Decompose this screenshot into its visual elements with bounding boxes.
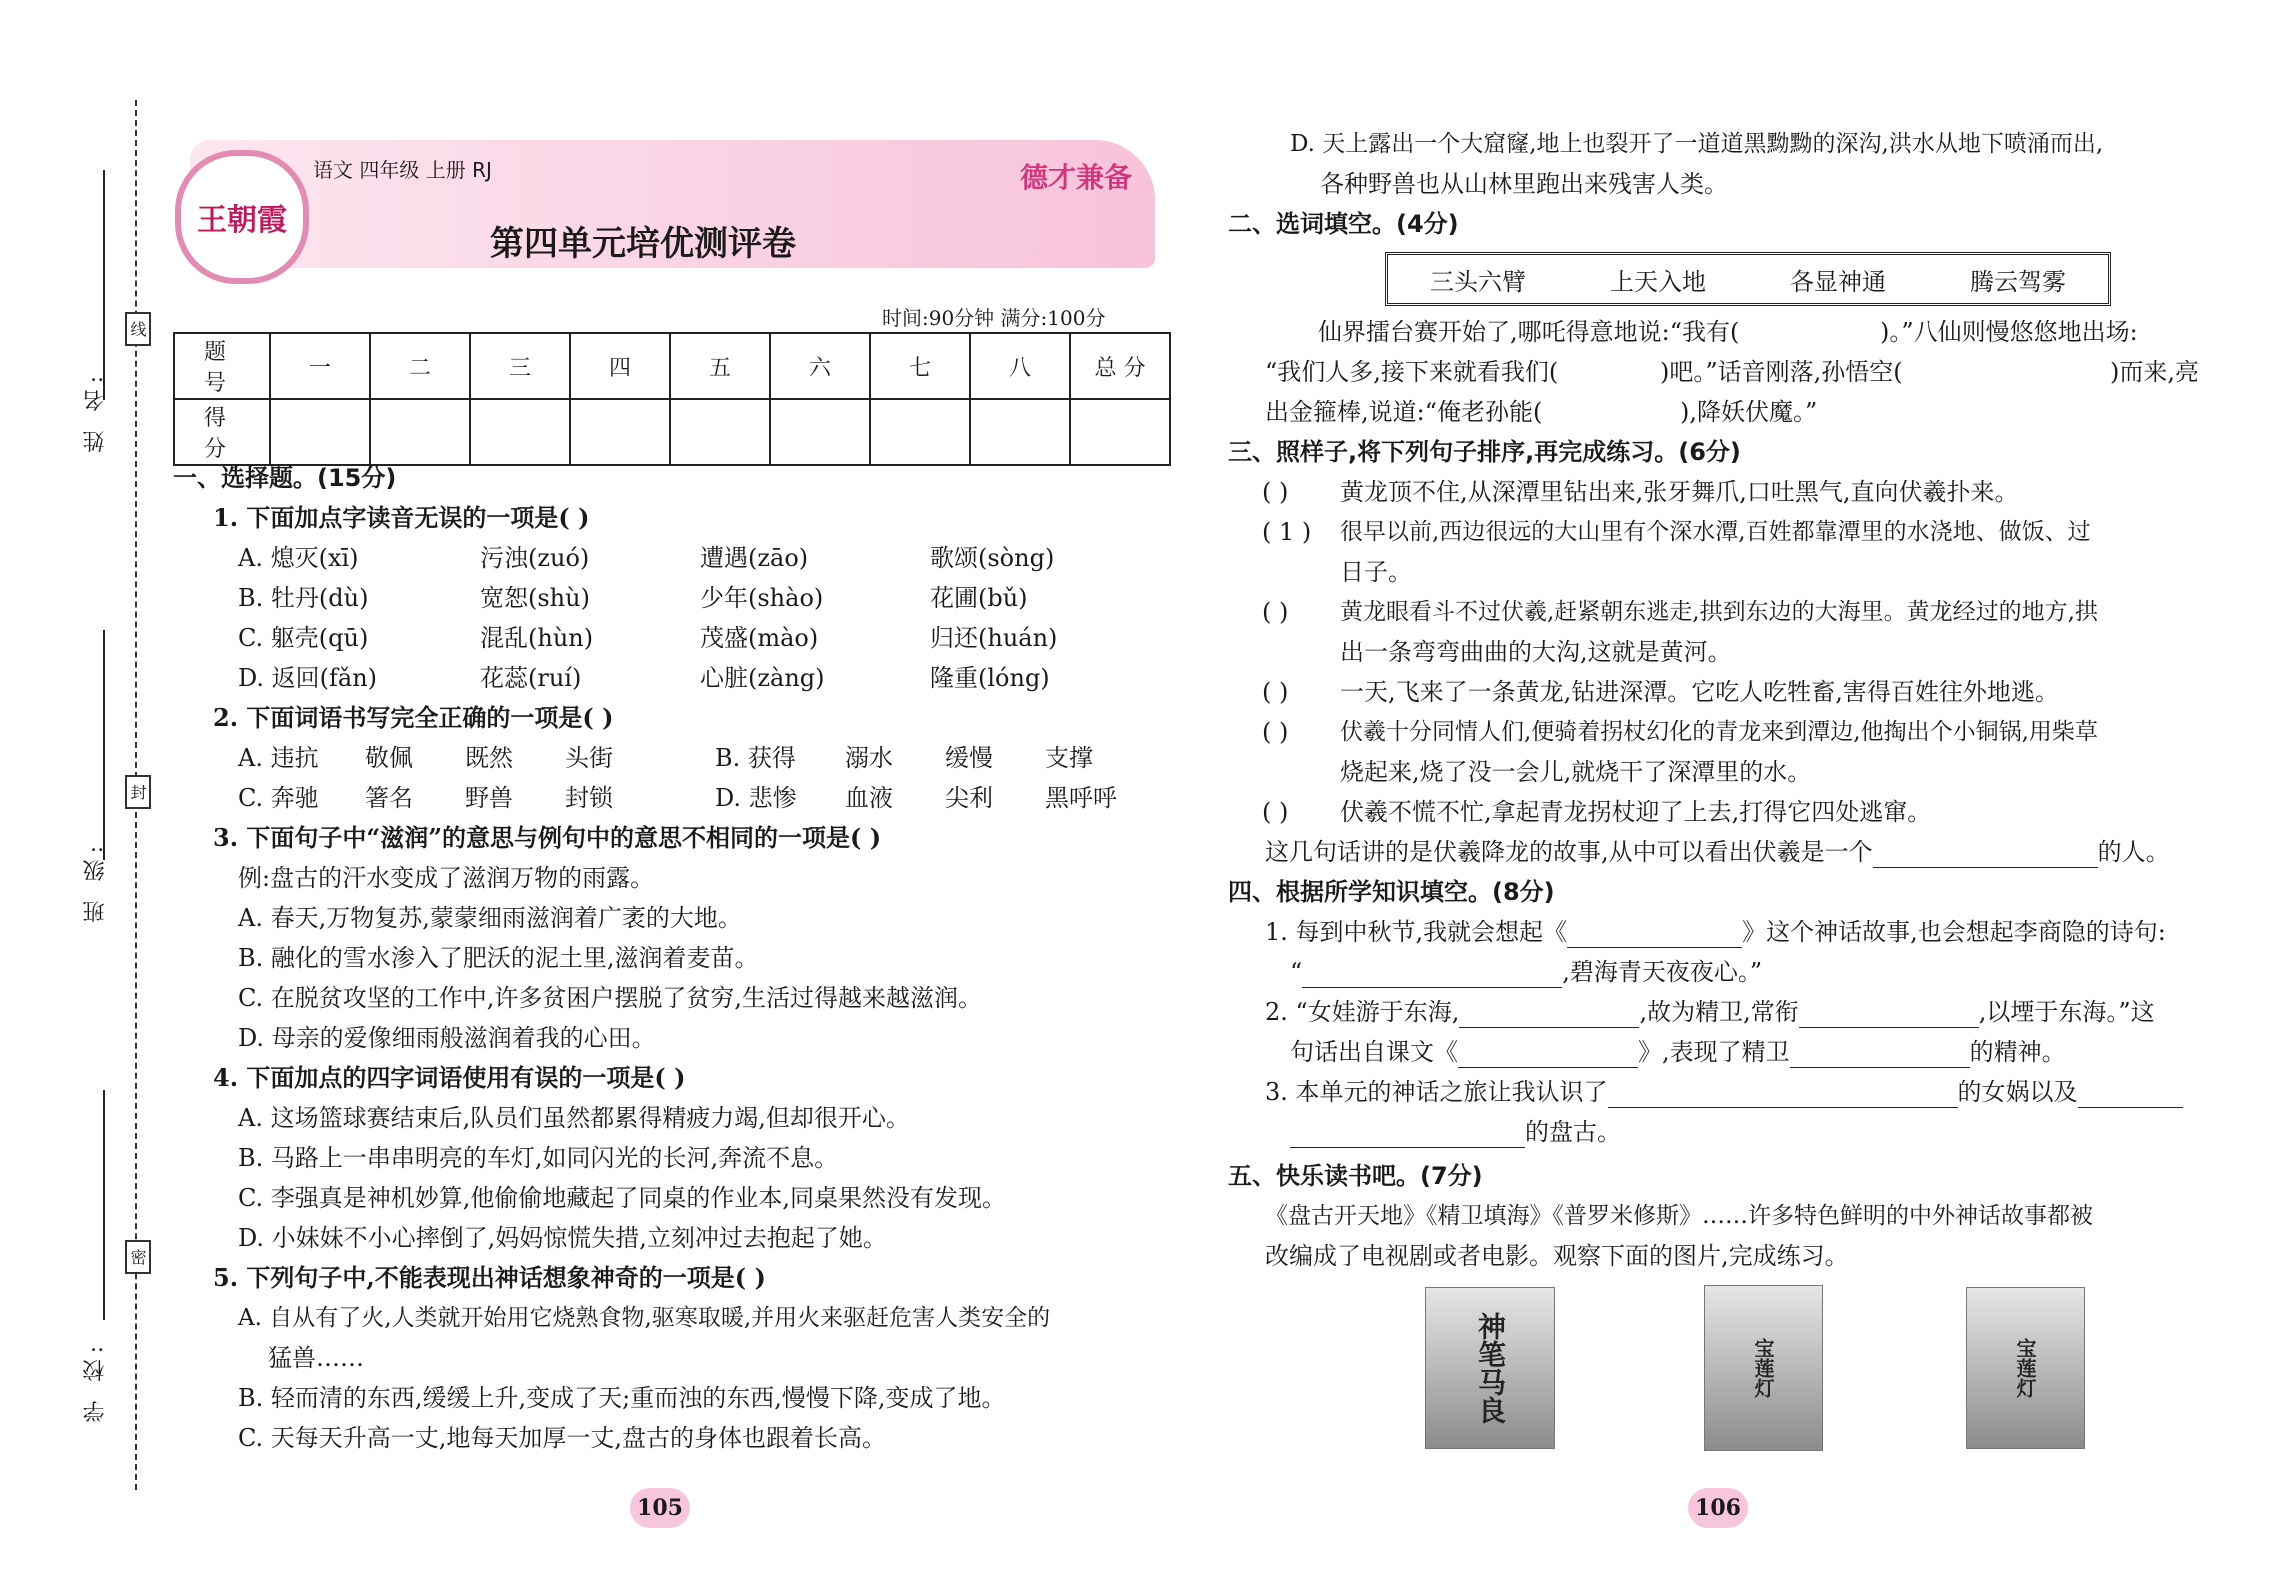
order-sentence-cont: 烧起来,烧了没一会儿,就烧干了深潭里的水。 — [1340, 758, 1812, 786]
seal-box-seal: 封 — [125, 775, 151, 809]
section-4-title: 四、根据所学知识填空。(8分) — [1228, 878, 1555, 906]
q1-option: 少年(shào) — [700, 584, 824, 612]
question-5: 5. 下列句子中,不能表现出神话想象神奇的一项是( ) — [213, 1263, 766, 1292]
fill-text: ,以堙于东海。”这 — [1978, 998, 2155, 1026]
movie-poster: 宝莲灯 — [1966, 1287, 2085, 1449]
score-cell[interactable] — [270, 399, 370, 465]
seal-box-secret: 密 — [125, 1240, 151, 1274]
q2-word: 缓慢 — [945, 744, 993, 772]
q4-option: B. 马路上一串串明亮的车灯,如同闪光的长河,奔流不息。 — [238, 1144, 839, 1172]
q1-option: 宽恕(shù) — [480, 584, 590, 612]
q1-option: C. 躯壳(qū) — [238, 624, 369, 652]
fill-paragraph-line: )吧。”话音刚落,孙悟空( — [1660, 358, 1903, 386]
section-1-title: 一、选择题。(15分) — [173, 464, 397, 492]
q2-word: A. 违抗 — [238, 744, 319, 772]
order-sentence: 伏羲十分同情人们,便骑着拐杖幻化的青龙来到潭边,他掏出个小铜锅,用柴草 — [1340, 719, 2098, 745]
reading-paragraph: 《盘古开天地》《精卫填海》《普罗米修斯》……许多特色鲜明的中外神话故事都被 — [1265, 1203, 2093, 1229]
order-conclusion — [1265, 836, 2170, 868]
fill-question-1-cont — [1290, 956, 1762, 988]
fill-text: 的女娲以及 — [1957, 1078, 2078, 1106]
score-cell[interactable] — [770, 399, 870, 465]
movie-poster: 神笔马良 — [1425, 1287, 1555, 1449]
word-bank-item: 腾云驾雾 — [1970, 267, 2066, 296]
order-paren: ( ) — [1262, 598, 1289, 626]
q1-option: 歌颂(sòng) — [930, 544, 1055, 572]
score-cell[interactable] — [370, 399, 470, 465]
series-label: 语文 四年级 上册 RJ — [313, 158, 492, 182]
fill-text: 句话出自课文《 — [1290, 1038, 1458, 1066]
fill-paragraph-line: 出金箍棒,说道:“俺老孙能( — [1265, 398, 1543, 426]
q2-word: 尖利 — [945, 784, 993, 812]
q1-option: A. 熄灭(xī) — [238, 544, 359, 572]
answer-blank[interactable] — [1873, 843, 2098, 868]
fill-text: 》,表现了精卫 — [1638, 1038, 1790, 1066]
score-value-row — [174, 399, 1170, 465]
q3-option: A. 春天,万物复苏,蒙蒙细雨滋润着广袤的大地。 — [238, 904, 742, 932]
fill-paragraph-line: ),降妖伏魔。” — [1680, 398, 1818, 426]
name-underline — [103, 170, 105, 400]
fill-paragraph-line: )。”八仙则慢悠悠地出场: — [1880, 318, 2138, 346]
conclusion-text-end: 的人。 — [2097, 838, 2170, 866]
q5-option-d-cont: 各种野兽也从山林里跑出来残害人类。 — [1320, 170, 1728, 198]
score-header-cell: 二 — [370, 333, 470, 399]
section-2-title: 二、选词填空。(4分) — [1228, 210, 1459, 238]
q5-option-b: B. 轻而清的东西,缓缓上升,变成了天;重而浊的东西,慢慢下降,变成了地。 — [238, 1384, 1006, 1412]
answer-blank[interactable] — [1799, 1003, 1979, 1028]
q2-word: 黑呼呼 — [1045, 784, 1117, 812]
q1-option: 归还(huán) — [930, 624, 1058, 652]
score-cell[interactable] — [870, 399, 970, 465]
q2-word: 支撑 — [1045, 744, 1093, 772]
order-paren: ( ) — [1262, 478, 1289, 506]
fill-paragraph-line: 仙界擂台赛开始了,哪吒得意地说:“我有( — [1318, 318, 1740, 346]
score-header-cell: 一 — [270, 333, 370, 399]
score-cell[interactable] — [570, 399, 670, 465]
score-header-cell: 八 — [970, 333, 1070, 399]
score-header-cell: 四 — [570, 333, 670, 399]
q1-option: 花蕊(ruí) — [480, 664, 582, 692]
score-header-row — [174, 333, 1170, 399]
q5-option-d: D. 天上露出一个大窟窿,地上也裂开了一道道黑黝黝的深沟,洪水从地下喷涌而出, — [1290, 131, 2104, 157]
conclusion-text: 这几句话讲的是伏羲降龙的故事,从中可以看出伏羲是一个 — [1265, 838, 1873, 866]
q2-word: B. 获得 — [715, 744, 796, 772]
answer-blank[interactable] — [1459, 1003, 1639, 1028]
q1-option: 心脏(zàng) — [700, 664, 825, 692]
fill-text: 的盘古。 — [1525, 1118, 1621, 1146]
page-number-right: 106 — [1688, 1488, 1748, 1528]
movie-poster: 宝莲灯 — [1704, 1285, 1823, 1451]
q1-option: 混乱(hùn) — [480, 624, 594, 652]
order-paren: ( 1 ) — [1262, 518, 1312, 546]
section-5-title: 五、快乐读书吧。(7分) — [1228, 1162, 1483, 1190]
fill-paragraph-line: )而来,亮 — [2110, 358, 2199, 386]
fill-question-3 — [1265, 1076, 2183, 1108]
order-sentence: 黄龙顶不住,从深潭里钻出来,张牙舞爪,口吐黑气,直向伏羲扑来。 — [1340, 478, 2019, 506]
q2-word: 头街 — [565, 744, 613, 772]
q1-option: 花圃(bǔ) — [930, 584, 1028, 612]
order-sentence: 一天,飞来了一条黄龙,钻进深潭。它吃人吃牲畜,害得百姓往外地逃。 — [1340, 678, 2059, 706]
order-paren: ( ) — [1262, 678, 1289, 706]
order-paren: ( ) — [1262, 798, 1289, 826]
score-table — [173, 332, 1171, 466]
time-info: 时间:90分钟 满分:100分 — [882, 306, 1106, 330]
q2-word: 既然 — [465, 744, 513, 772]
score-cell[interactable] — [1070, 399, 1170, 465]
fill-text: 1. 每到中秋节,我就会想起《 — [1265, 918, 1568, 946]
answer-blank[interactable] — [1790, 1043, 1970, 1068]
order-sentence-cont: 出一条弯弯曲曲的大沟,这就是黄河。 — [1340, 638, 1732, 666]
score-header-cell: 七 — [870, 333, 970, 399]
name-label: 姓 名: — [83, 370, 108, 453]
q1-option: 隆重(lóng) — [930, 664, 1050, 692]
answer-blank[interactable] — [1608, 1083, 1958, 1108]
question-4: 4. 下面加点的四字词语使用有误的一项是( ) — [213, 1063, 686, 1092]
q3-option: D. 母亲的爱像细雨般滋润着我的心田。 — [238, 1024, 656, 1052]
score-cell[interactable] — [470, 399, 570, 465]
word-bank-item: 三头六臂 — [1430, 267, 1526, 296]
page-number-left: 105 — [630, 1488, 690, 1528]
fill-text: 2. “女娃游于东海, — [1265, 998, 1460, 1026]
answer-blank[interactable] — [1567, 923, 1742, 948]
fill-text: ,故为精卫,常衔 — [1639, 998, 1799, 1026]
q2-word: 溺水 — [845, 744, 893, 772]
quality-badge: 德才兼备 — [1020, 161, 1133, 194]
page-title: 第四单元培优测评卷 — [490, 224, 796, 264]
q5-option-a-cont: 猛兽…… — [268, 1344, 364, 1372]
order-sentence: 黄龙眼看斗不过伏羲,赶紧朝东逃走,拱到东边的大海里。黄龙经过的地方,拱 — [1340, 599, 2098, 625]
seal-box-line: 线 — [125, 312, 151, 346]
order-paren: ( ) — [1262, 718, 1289, 746]
question-2: 2. 下面词语书写完全正确的一项是( ) — [213, 703, 614, 732]
q2-word: 封锁 — [565, 784, 613, 812]
order-sentence: 很早以前,西边很远的大山里有个深水潭,百姓都靠潭里的水浇地、做饭、过 — [1340, 519, 2091, 545]
q4-option: A. 这场篮球赛结束后,队员们虽然都累得精疲力竭,但却很开心。 — [238, 1104, 910, 1132]
score-cell[interactable] — [670, 399, 770, 465]
school-label: 学 校: — [83, 1340, 108, 1423]
answer-blank[interactable] — [1302, 963, 1562, 988]
q1-option: 茂盛(mào) — [700, 624, 819, 652]
fill-text: 》这个神话故事,也会想起李商隐的诗句: — [1742, 918, 2166, 946]
question-1: 1. 下面加点字读音无误的一项是( ) — [213, 503, 590, 532]
score-cell[interactable] — [970, 399, 1070, 465]
answer-blank[interactable] — [2078, 1083, 2183, 1108]
q2-word: C. 奔驰 — [238, 784, 319, 812]
answer-blank[interactable] — [1458, 1043, 1638, 1068]
q5-option-a: A. 自从有了火,人类就开始用它烧熟食物,驱寒取暖,并用火来驱赶危害人类安全的 — [238, 1305, 1051, 1331]
score-header-cell: 六 — [770, 333, 870, 399]
q5-option-c: C. 天每天升高一丈,地每天加厚一丈,盘古的身体也跟着长高。 — [238, 1424, 887, 1452]
q1-option: 污浊(zuó) — [480, 544, 590, 572]
q1-option: D. 返回(fǎn) — [238, 664, 378, 692]
fill-text: ,碧海青天夜夜心。” — [1562, 958, 1763, 986]
fill-text: 3. 本单元的神话之旅让我认识了 — [1265, 1078, 1608, 1106]
fill-text: “ — [1290, 958, 1303, 986]
order-sentence-cont: 日子。 — [1340, 558, 1412, 586]
order-sentence: 伏羲不慌不忙,拿起青龙拐杖迎了上去,打得它四处逃窜。 — [1340, 798, 1932, 826]
q2-word: D. 悲惨 — [715, 784, 797, 812]
school-underline — [103, 1090, 105, 1320]
score-header-cell: 五 — [670, 333, 770, 399]
logo-text: 王朝霞 — [197, 203, 287, 238]
fill-question-2-cont — [1290, 1036, 2066, 1068]
class-label: 班 级: — [83, 840, 108, 923]
score-header-cell: 三 — [470, 333, 570, 399]
fill-question-2 — [1265, 996, 2155, 1028]
q3-option: C. 在脱贫攻坚的工作中,许多贫困户摆脱了贫穷,生活过得越来越滋润。 — [238, 984, 983, 1012]
fill-question-1 — [1265, 916, 2166, 948]
q3-option: B. 融化的雪水渗入了肥沃的泥土里,滋润着麦苗。 — [238, 944, 759, 972]
word-bank-item: 各显神通 — [1790, 267, 1886, 296]
logo-badge — [175, 150, 309, 284]
score-header-cell: 总 分 — [1070, 333, 1170, 399]
score-header-cell: 题 号 — [174, 333, 270, 399]
q2-word: 血液 — [845, 784, 893, 812]
q1-option: B. 牡丹(dù) — [238, 584, 369, 612]
q2-word: 野兽 — [465, 784, 513, 812]
q4-option: D. 小妹妹不小心摔倒了,妈妈惊慌失措,立刻冲过去抱起了她。 — [238, 1224, 887, 1252]
reading-paragraph-cont: 改编成了电视剧或者电影。观察下面的图片,完成练习。 — [1265, 1242, 1849, 1270]
word-bank-item: 上天入地 — [1610, 267, 1706, 296]
score-row-label: 得 分 — [174, 399, 270, 465]
answer-blank[interactable] — [1290, 1123, 1525, 1148]
class-underline — [103, 630, 105, 860]
q2-word: 敬佩 — [365, 744, 413, 772]
q3-example: 例:盘古的汗水变成了滋润万物的雨露。 — [238, 864, 655, 892]
word-bank — [1385, 252, 2111, 306]
fill-paragraph-line: “我们人多,接下来就看我们( — [1265, 358, 1559, 386]
section-3-title: 三、照样子,将下列句子排序,再完成练习。(6分) — [1228, 438, 1741, 466]
fill-text: 的精神。 — [1969, 1038, 2066, 1066]
question-3: 3. 下面句子中“滋润”的意思与例句中的意思不相同的一项是( ) — [213, 823, 882, 852]
fill-question-3-cont — [1290, 1116, 1621, 1148]
q2-word: 箸名 — [365, 784, 413, 812]
q1-option: 遭遇(zāo) — [700, 544, 809, 572]
q4-option: C. 李强真是神机妙算,他偷偷地藏起了同桌的作业本,同桌果然没有发现。 — [238, 1184, 1007, 1212]
